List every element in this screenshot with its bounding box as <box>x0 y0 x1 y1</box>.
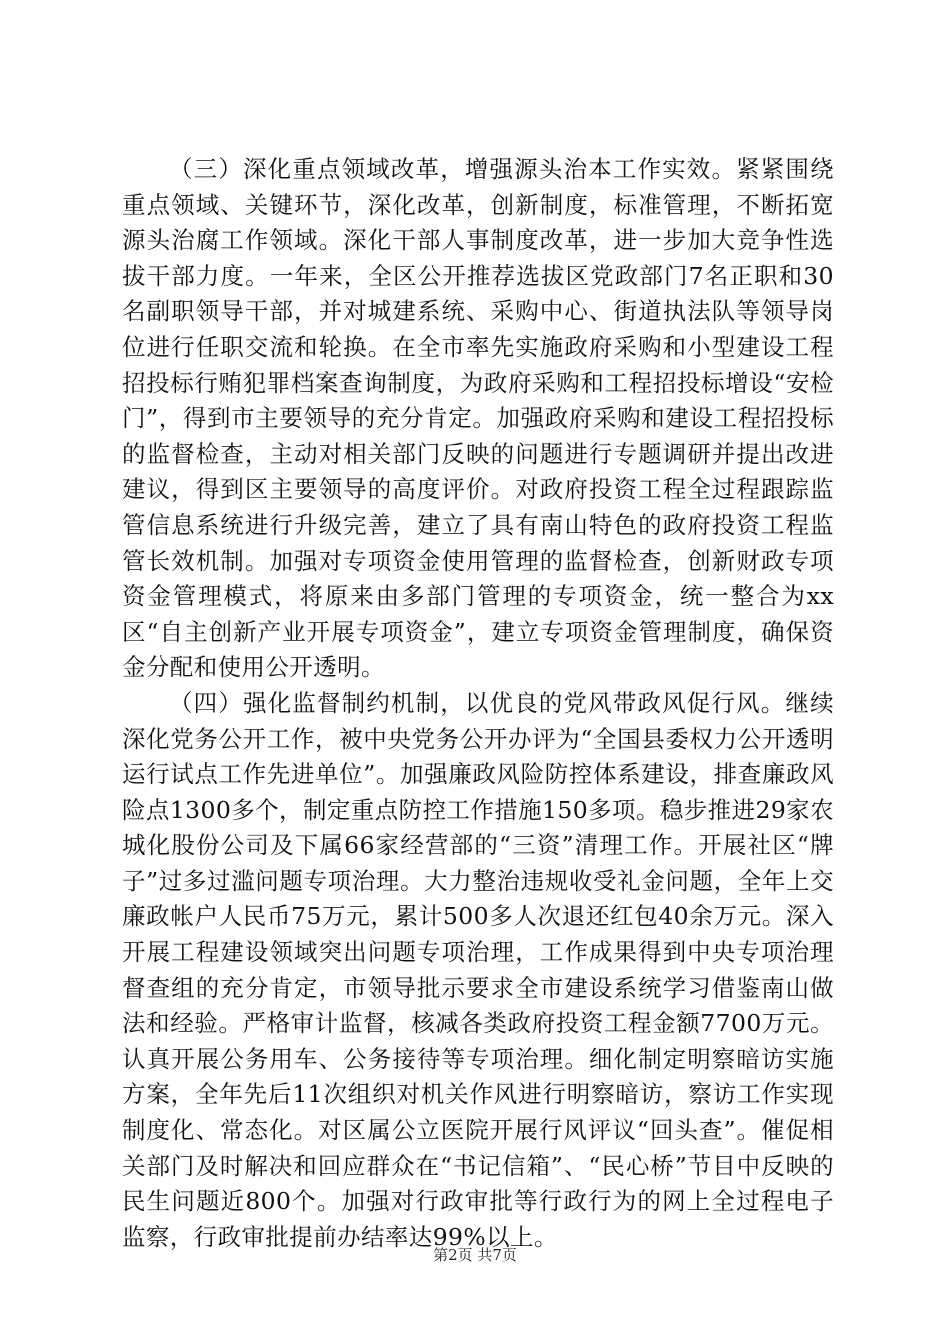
page-number-footer: 第2页 共7页 <box>433 1246 517 1264</box>
paragraph-section-4: （四）强化监督制约机制，以优良的党风带政风促行风。继续深化党务公开工作，被中央党务公开办评为“全国县委权力公开透明运行试点工作先进单位”。加强廉政风险防控体系建设，排查廉政风险点1300多个，制定重点防控工作措施150多项。稳步推进29家农城化股份公司及下属66家经营部的“三资”清理工作。开展社区“牌子”过多过滥问题专项治理。大力整治违规收受礼金问题，全年上交廉政帐户人民币75万元，累计500多人次退还红包40余万元。深入开展工程建设领域突出问题专项治理，工作成果得到中央专项治理督查组的充分肯定，市领导批示要求全市建设系统学习借鉴南山做法和经验。严格审计监督，核减各类政府投资工程金额7700万元。认真开展公务用车、公务接待等专项治理。细化制定明察暗访实施方案，全年先后11次组织对机关作风进行明察暗访，察访工作实现制度化、常态化。对区属公立医院开展行风评议“回头查”。催促相关部门及时解决和回应群众在“书记信箱”、“民心桥”节目中反映的民生问题近800个。加强对行政审批等行政行为的网上全过程电子监察，行政审批提前办结率达99%以上。 <box>122 688 834 1251</box>
paragraph-section-3: （三）深化重点领域改革，增强源头治本工作实效。紧紧围绕重点领域、关键环节，深化改革，创新制度，标准管理，不断拓宽源头治腐工作领域。深化干部人事制度改革，进一步加大竞争性选拔干部力度。一年来，全区公开推荐选拔区党政部门7名正职和30名副职领导干部，并对城建系统、采购中心、街道执法队等领导岗位进行任职交流和轮换。在全市率先实施政府采购和小型建设工程招投标行贿犯罪档案查询制度，为政府采购和工程招投标增设“安检门”，得到市主要领导的充分肯定。加强政府采购和建设工程招投标的监督检查，主动对相关部门反映的问题进行专题调研并提出改进建议，得到区主要领导的高度评价。对政府投资工程全过程跟踪监管信息系统进行升级完善，建立了具有南山特色的政府投资工程监管长效机制。加强对专项资金使用管理的监督检查，创新财政专项资金管理模式，将原来由多部门管理的专项资金，统一整合为xx区“自主创新产业开展专项资金”，建立专项资金管理制度，确保资金分配和使用公开透明。 <box>122 155 834 682</box>
document-body <box>122 152 834 1255</box>
